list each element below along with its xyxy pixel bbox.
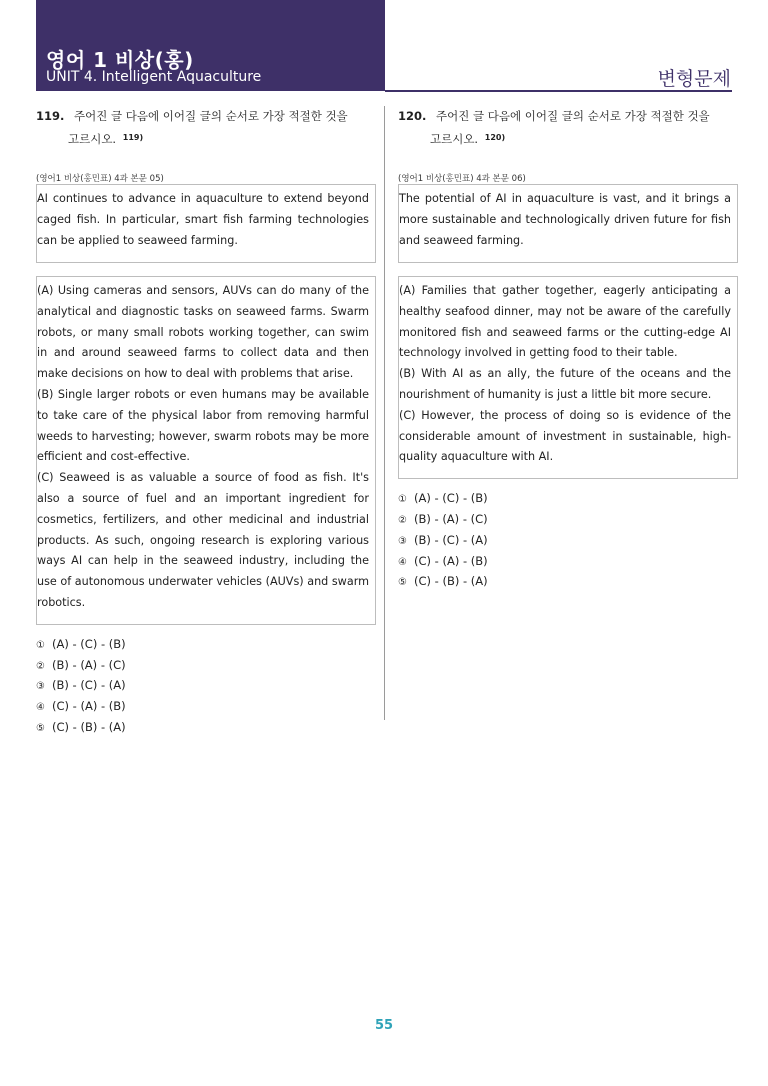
- answer-options: [36, 635, 376, 739]
- option-mark: ①: [36, 639, 45, 651]
- paragraph-b: (B) With AI as an ally, the future of the oceans and the nourishment of humanity is just a little bit more secure.: [399, 367, 731, 401]
- paragraph-a: (A) Families that gather together, eagerly anticipating a healthy seafood dinner, may not be aware of the carefully monitored fish and seaweed farms or the cutting-edge AI technology involved in getting food to their table.: [399, 284, 731, 360]
- page-title: 영어 1 비상(홍): [46, 48, 194, 72]
- stem-line-1: 주어진 글 다음에 이어질 글의 순서로 가장 적절한 것을: [436, 109, 710, 123]
- option-4[interactable]: [36, 697, 376, 718]
- option-mark: ③: [36, 681, 45, 693]
- option-text: (A) - (C) - (B): [52, 636, 126, 651]
- stem-line-2-wrap: [398, 127, 738, 150]
- option-1[interactable]: [398, 489, 738, 510]
- option-mark: ②: [398, 514, 407, 526]
- option-mark: ⑤: [398, 577, 407, 589]
- stem-line-1: 주어진 글 다음에 이어질 글의 순서로 가장 적절한 것을: [74, 109, 348, 123]
- option-text: (C) - (B) - (A): [414, 574, 488, 589]
- question-number: 120.: [398, 109, 427, 123]
- option-text: (B) - (A) - (C): [414, 511, 488, 526]
- footnote-ref: 120): [484, 133, 506, 142]
- option-5[interactable]: [398, 572, 738, 593]
- option-text: (B) - (C) - (A): [414, 532, 488, 547]
- question-number: 119.: [36, 109, 65, 123]
- header-band: [36, 0, 385, 91]
- unit-subtitle: UNIT 4. Intelligent Aquaculture: [46, 69, 262, 85]
- option-4[interactable]: [398, 552, 738, 573]
- intro-passage: The potential of AI in aquaculture is vast, and it brings a more sustainable and technologically driven future for fish and seaweed farming.: [399, 192, 731, 247]
- paragraph-c: (C) However, the process of doing so is evidence of the considerable amount of investment in sustainable, high-quality aquaculture with AI.: [399, 408, 731, 464]
- paragraph-a: (A) Using cameras and sensors, AUVs can do many of the analytical and diagnostic tasks on seaweed farms. Swarm robots, or many small robots working together, can swim in and around seaweed farms to collect data and then make decisions on how to deal with problems that arise.: [37, 284, 369, 381]
- option-text: (C) - (A) - (B): [52, 699, 126, 714]
- page-number: 55: [374, 1018, 394, 1033]
- source-note: (영어1 비상(홍민표) 4과 본문 06): [398, 174, 526, 184]
- stem-line-2: 고르시오.: [430, 132, 479, 146]
- option-text: (A) - (C) - (B): [414, 491, 488, 506]
- section-label: 변형문제: [657, 68, 731, 90]
- option-mark: ②: [36, 660, 45, 672]
- question-stem: [398, 106, 738, 150]
- intro-passage-box: [398, 184, 738, 263]
- option-text: (C) - (A) - (B): [414, 553, 488, 568]
- option-text: (B) - (C) - (A): [52, 678, 126, 693]
- option-mark: ④: [36, 702, 45, 714]
- column-divider: [384, 106, 385, 720]
- paragraph-c: (C) Seaweed is as valuable a source of food as fish. It's also a source of fuel and an important ingredient for cosmetics, fertilizers, and other medicinal and industrial products. As such, ongoing research is exploring various ways AI can help in the seaweed industry, including the use of autonomous underwater vehicles (AUVs) and swarm robotics.: [37, 471, 369, 609]
- stem-line-2-wrap: [36, 127, 376, 150]
- option-mark: ⑤: [36, 722, 45, 734]
- option-mark: ④: [398, 556, 407, 568]
- source-note: (영어1 비상(홍민표) 4과 본문 05): [36, 174, 164, 184]
- question-120: [398, 106, 738, 593]
- intro-passage: AI continues to advance in aquaculture to extend beyond caged fish. In particular, smart fish farming technologies can be applied to seaweed farming.: [37, 192, 369, 247]
- option-2[interactable]: [398, 510, 738, 531]
- option-1[interactable]: [36, 635, 376, 656]
- answer-options: [398, 489, 738, 593]
- intro-passage-box: [36, 184, 376, 263]
- ordering-passage-box: [398, 276, 738, 479]
- option-mark: ③: [398, 535, 407, 547]
- option-5[interactable]: [36, 718, 376, 739]
- option-3[interactable]: [36, 676, 376, 697]
- question-119: [36, 106, 376, 739]
- option-mark: ①: [398, 494, 407, 506]
- ordering-passage-box: [36, 276, 376, 625]
- footnote-ref: 119): [122, 133, 144, 142]
- option-text: (B) - (A) - (C): [52, 657, 126, 672]
- option-text: (C) - (B) - (A): [52, 719, 126, 734]
- question-stem: [36, 106, 376, 150]
- paragraph-b: (B) Single larger robots or even humans may be available to take care of the physical labor from removing harmful weeds to harvesting; however, swarm robots may be more efficient and cost-effective.: [37, 387, 369, 464]
- option-2[interactable]: [36, 656, 376, 677]
- stem-line-2: 고르시오.: [68, 132, 117, 146]
- option-3[interactable]: [398, 531, 738, 552]
